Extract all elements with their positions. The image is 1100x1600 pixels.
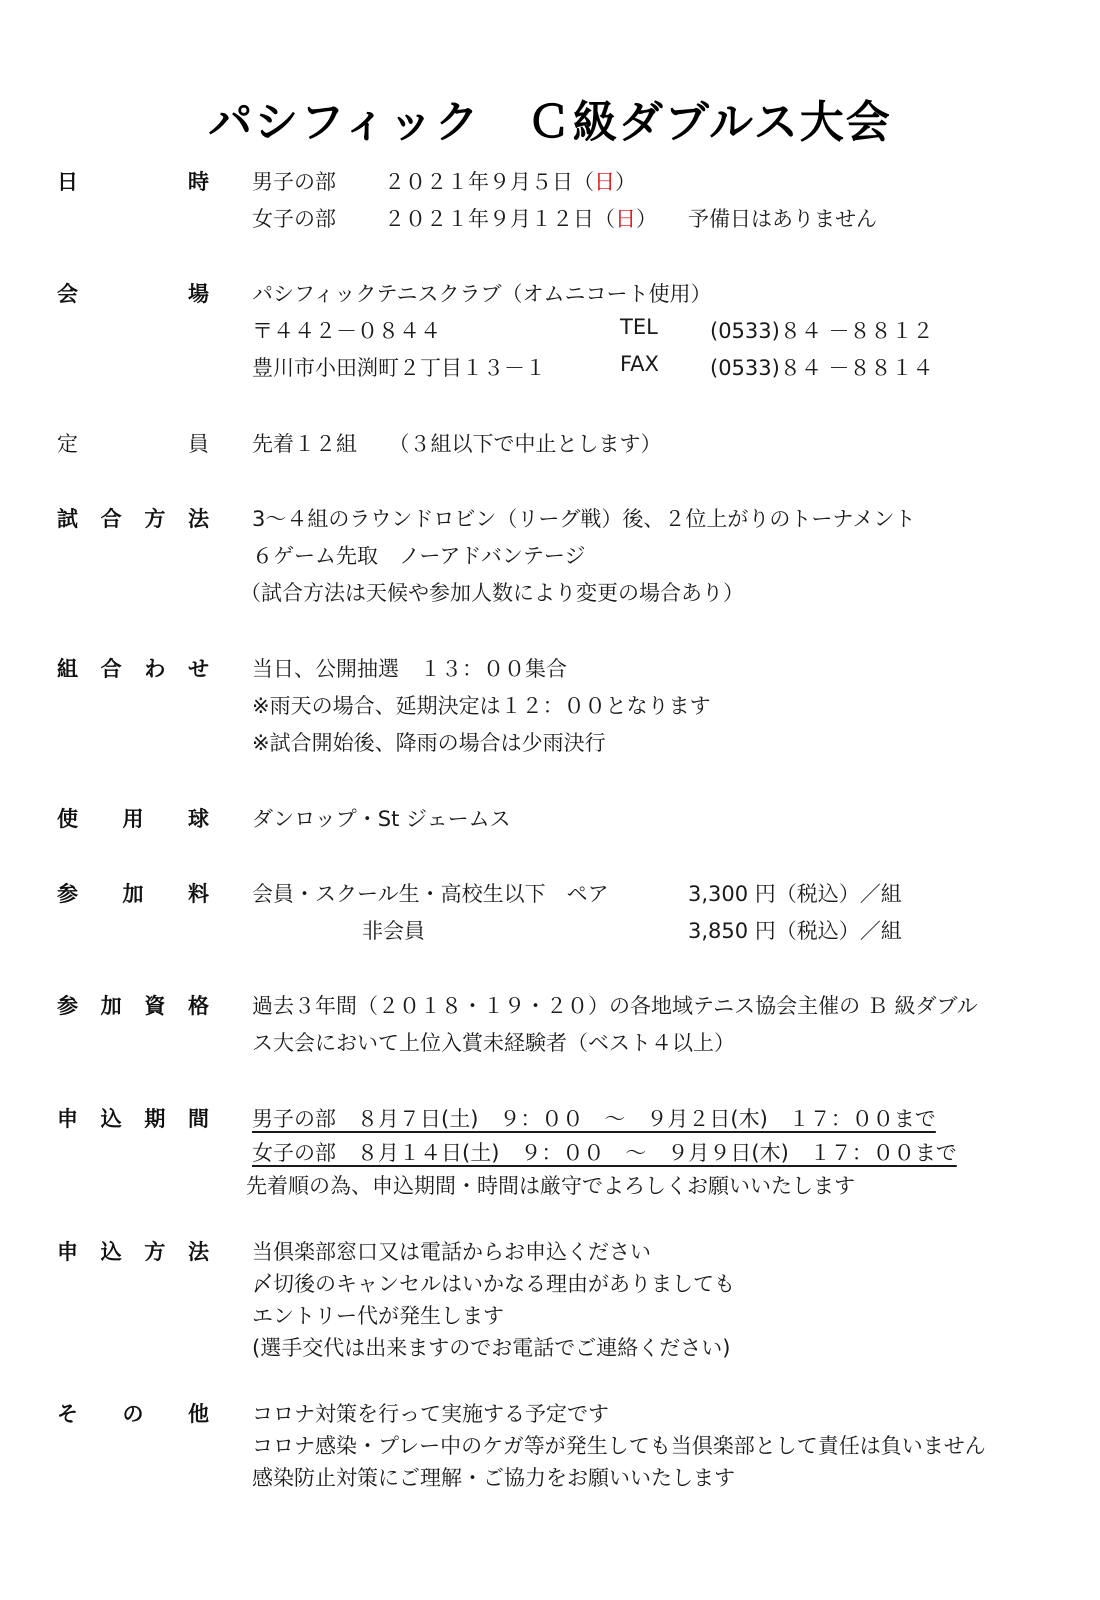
men-date-label: 男子の部 [252, 170, 336, 194]
application-method-label: 申 込 方 法 [57, 1240, 209, 1264]
draw-line-3: ※試合開始後、降雨の場合は少雨決行 [252, 731, 606, 755]
tel-label: TEL [620, 315, 658, 339]
date-label: 日 時 [57, 170, 209, 194]
capacity-value: 先着１２組 （３組以下で中止とします） [252, 432, 662, 456]
fax-value: (0533)８４ －８８１４ [710, 356, 934, 380]
other-label: そ の 他 [57, 1402, 209, 1426]
application-period-note: 先着順の為、申込期間・時間は厳守でよろしくお願いいたします [246, 1174, 855, 1198]
capacity-label: 定 員 [57, 432, 209, 456]
women-day: 日 [615, 207, 636, 231]
eligibility-label: 参 加 資 格 [57, 994, 209, 1018]
men-day: 日 [594, 170, 615, 194]
application-method-line-1: 当倶楽部窓口又は電話からお申込ください [252, 1240, 651, 1264]
match-format-line-1: 3～４組のラウンドロビン（リーグ戦）後、２位上がりのトーナメント [252, 507, 916, 531]
reserve-day-note: 予備日はありません [688, 207, 877, 231]
other-line-2: コロナ感染・プレー中のケガ等が発生しても当倶楽部として責任は負いません [252, 1434, 986, 1458]
eligibility-line-1: 過去３年間（２０１８・１９・２０）の各地域テニス協会主催の Ｂ 級ダブル [252, 994, 978, 1018]
page-title: パシフィック Ｃ級ダブルス大会 [208, 97, 892, 148]
match-format-line-2: ６ゲーム先取 ノーアドバンテージ [252, 544, 586, 568]
venue-postal: 〒４４２－０８４４ [252, 319, 441, 343]
venue-address: 豊川市小田渕町２丁目１３－１ [252, 356, 546, 380]
draw-label: 組 合 わ せ [57, 657, 209, 681]
women-date-value: ２０２１年９月１２日（日） [384, 207, 657, 231]
ball-value: ダンロップ・St ジェームス [252, 807, 511, 831]
member-fee-label: 会員・スクール生・高校生以下 ペア [252, 882, 609, 906]
draw-line-1: 当日、公開抽選 １３：００集合 [252, 657, 567, 681]
venue-label: 会 場 [57, 282, 209, 306]
ball-label: 使 用 球 [57, 807, 209, 831]
tel-value: (0533)８４ －８８１２ [710, 319, 934, 343]
women-application-period: 女子の部 ８月１４日(土) ９：００ ～ ９月９日(木) １７：００まで [252, 1141, 957, 1165]
other-line-1: コロナ対策を行って実施する予定です [252, 1402, 609, 1426]
application-method-line-2: 〆切後のキャンセルはいかなる理由がありましても [252, 1272, 735, 1296]
match-format-label: 試 合 方 法 [57, 507, 209, 531]
women-date-label: 女子の部 [252, 207, 336, 231]
draw-line-2: ※雨天の場合、延期決定は１２：００となります [252, 694, 711, 718]
application-period-label: 申 込 期 間 [57, 1107, 209, 1131]
application-method-line-3: エントリー代が発生します [252, 1304, 504, 1328]
member-fee-price: 3,300 円（税込）／組 [688, 882, 902, 906]
eligibility-line-2: ス大会において上位入賞未経験者（ベスト４以上） [252, 1031, 735, 1055]
men-date-value: ２０２１年９月５日（日） [384, 170, 636, 194]
venue-name: パシフィックテニスクラブ（オムニコート使用） [252, 282, 712, 306]
match-format-line-3: （試合方法は天候や参加人数により変更の場合あり） [240, 581, 744, 605]
fee-label: 参 加 料 [57, 882, 209, 906]
other-line-3: 感染防止対策にご理解・ご協力をお願いいたします [252, 1466, 735, 1490]
men-application-period: 男子の部 ８月７日(土) ９：００ ～ ９月２日(木) １７：００まで [252, 1107, 936, 1131]
fax-label: FAX [620, 352, 659, 376]
nonmember-fee-price: 3,850 円（税込）／組 [688, 919, 902, 943]
application-method-line-4: (選手交代は出来ますのでお電話でご連絡ください) [252, 1336, 731, 1360]
nonmember-fee-label: 非会員 [362, 919, 425, 943]
